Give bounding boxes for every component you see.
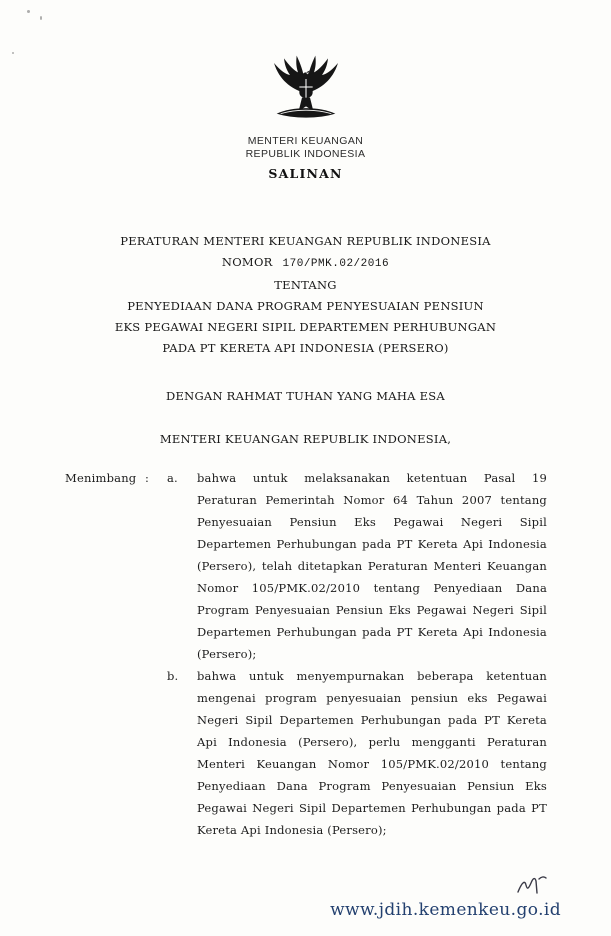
- scan-artifact: [27, 10, 30, 13]
- authority-line: MENTERI KEUANGAN REPUBLIK INDONESIA,: [159, 432, 452, 446]
- regulation-title-line: PERATURAN MENTERI KEUANGAN REPUBLIK INDONESIA: [120, 234, 491, 248]
- item-text-b: bahwa untuk menyempurnakan beberapa ketentuan mengenai program penyesuaian pensiun eks Pegawai Negeri Sipil Departemen Perhubungan pada PT Kereta Api Indonesia (Persero), perlu mengganti Peraturan Menteri Keuangan Nomor 105/PMK.02/2010 tentang Penyediaan Dana Program Penyesuaian Pensiun Eks Pegawai Negeri Sipil Departemen Perhubungan pada PT Kereta Api Indonesia (Persero);: [197, 669, 547, 837]
- title-block: [30, 231, 581, 450]
- subject-line-3: PADA PT KERETA API INDONESIA (PERSERO): [162, 341, 449, 355]
- list-item: [167, 467, 547, 665]
- scan-artifact: [40, 16, 42, 20]
- item-marker-a: a.: [167, 471, 178, 485]
- tentang-label: TENTANG: [274, 278, 337, 292]
- regulation-number-line: [30, 252, 581, 275]
- footer: [330, 900, 561, 920]
- nomor-value: 170/PMK.02/2016: [282, 258, 390, 270]
- list-item: [167, 665, 547, 841]
- ministry-name-line1: MENTERI KEUANGAN: [247, 135, 364, 147]
- item-marker-b: b.: [167, 669, 179, 683]
- menimbang-colon: :: [145, 471, 150, 485]
- subject-line-2: EKS PEGAWAI NEGERI SIPIL DEPARTEMEN PERHUBUNGAN: [114, 320, 497, 334]
- menimbang-label: Menimbang: [65, 471, 137, 485]
- nomor-label: NOMOR: [221, 255, 273, 269]
- jdih-url-link[interactable]: www.jdih.kemenkeu.go.id: [330, 900, 561, 920]
- ministry-name-line2: REPUBLIK INDONESIA: [245, 148, 366, 160]
- handwritten-mark: [515, 874, 549, 896]
- subject-line-1: PENYEDIAAN DANA PROGRAM PENYESUAIAN PENSIUN: [127, 299, 484, 313]
- menimbang-section: [65, 467, 547, 841]
- invocation-line: DENGAN RAHMAT TUHAN YANG MAHA ESA: [166, 389, 445, 403]
- garuda-pancasila-emblem-icon: [266, 50, 346, 132]
- menimbang-items: [167, 467, 547, 841]
- letterhead: [0, 50, 611, 181]
- salinan-label: SALINAN: [268, 166, 343, 181]
- item-text-a: bahwa untuk melaksanakan ketentuan Pasal 19 Peraturan Pemerintah Nomor 64 Tahun 2007 tentang Penyesuaian Pensiun Eks Pegawai Negeri Sipil Departemen Perhubungan pada PT Kereta Api Indonesia (Persero), telah ditetapkan Peraturan Menteri Keuangan Nomor 105/PMK.02/2010 tentang Penyediaan Dana Program Penyesuaian Pensiun Eks Pegawai Negeri Sipil Departemen Perhubungan pada PT Kereta Api Indonesia (Persero);: [197, 471, 547, 661]
